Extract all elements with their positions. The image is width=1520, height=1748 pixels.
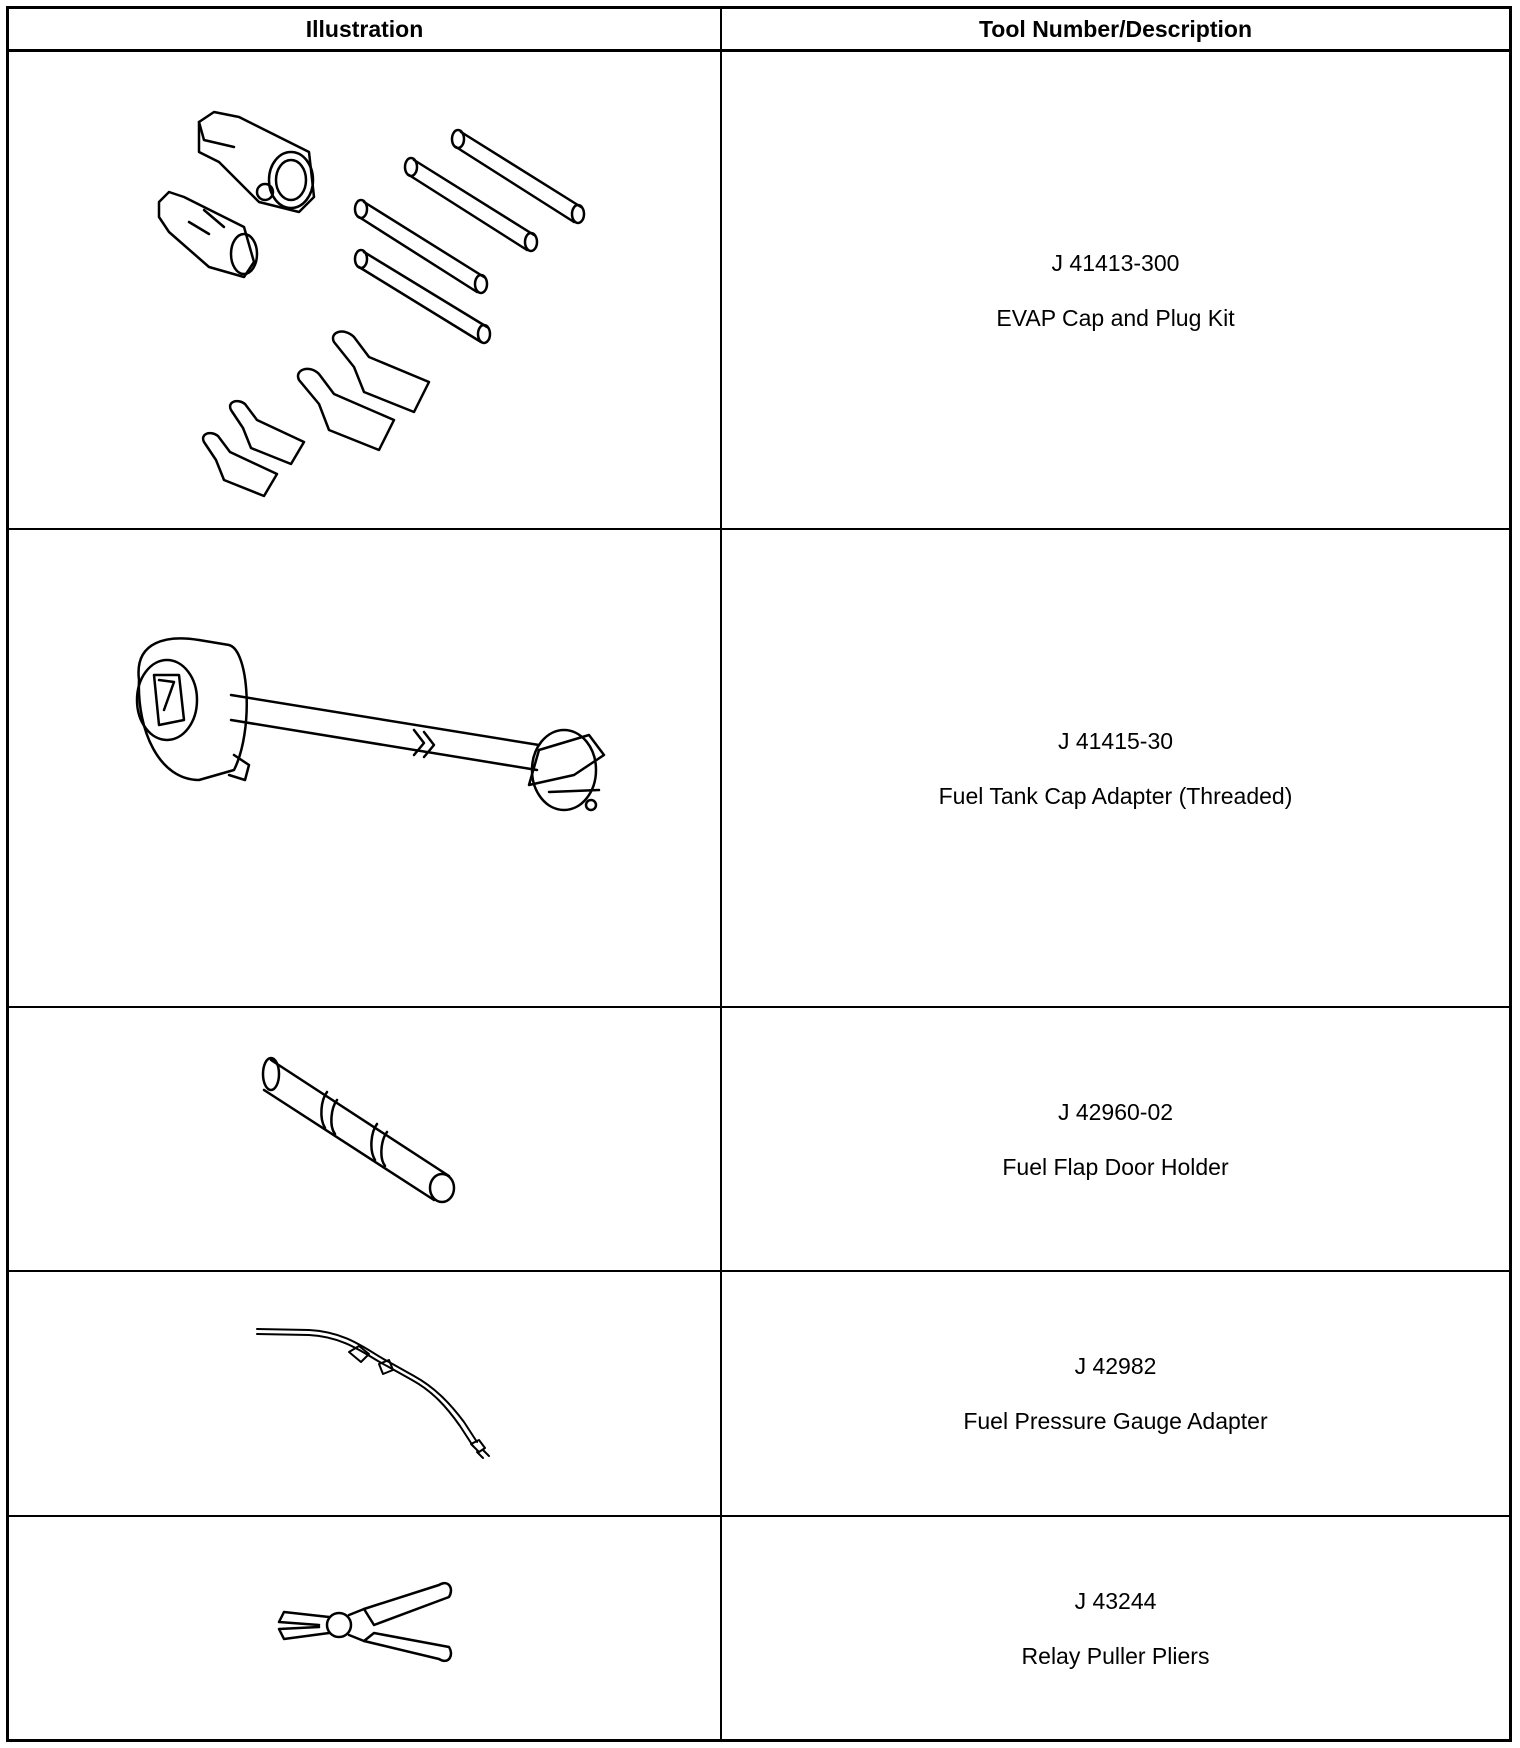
table-row — [9, 1008, 1509, 1272]
tool-number: J 42960-02 — [1057, 1098, 1174, 1125]
fuel-tank-cap-adapter-icon — [9, 530, 720, 1006]
header-illustration: Illustration — [305, 16, 424, 42]
tool-number: J 41415-30 — [1057, 727, 1174, 754]
tool-description-cell — [722, 1272, 1509, 1515]
table-row — [9, 52, 1509, 530]
illustration-cell — [9, 1272, 720, 1515]
evap-cap-plug-kit-icon — [9, 52, 720, 528]
illustration-cell — [9, 1008, 720, 1270]
tool-description: Fuel Tank Cap Adapter (Threaded) — [938, 782, 1293, 809]
tool-description-cell — [722, 52, 1509, 528]
table-row — [9, 530, 1509, 1008]
illustration-cell — [9, 1517, 720, 1739]
table-row — [9, 1272, 1509, 1517]
illustration-cell — [9, 52, 720, 528]
tool-number: J 41413-300 — [1051, 249, 1180, 276]
tool-number: J 42982 — [1074, 1353, 1157, 1379]
tool-description: Fuel Flap Door Holder — [1002, 1153, 1229, 1180]
tool-description: Fuel Pressure Gauge Adapter — [963, 1408, 1268, 1434]
tool-description: EVAP Cap and Plug Kit — [996, 304, 1235, 331]
tool-description-cell — [722, 1517, 1509, 1739]
illustration-cell — [9, 530, 720, 1006]
header-tool-number-description: Tool Number/Description — [978, 16, 1253, 42]
tool-description-cell — [722, 530, 1509, 1006]
special-tools-table — [6, 6, 1512, 1742]
fuel-pressure-gauge-adapter-icon — [9, 1272, 720, 1515]
table-row — [9, 1517, 1509, 1739]
tool-description: Relay Puller Pliers — [1021, 1642, 1210, 1669]
fuel-flap-door-holder-icon — [9, 1008, 720, 1270]
table-header — [9, 9, 1509, 52]
tool-description-cell — [722, 1008, 1509, 1270]
tool-number: J 43244 — [1074, 1587, 1157, 1614]
relay-puller-pliers-icon — [9, 1517, 720, 1739]
